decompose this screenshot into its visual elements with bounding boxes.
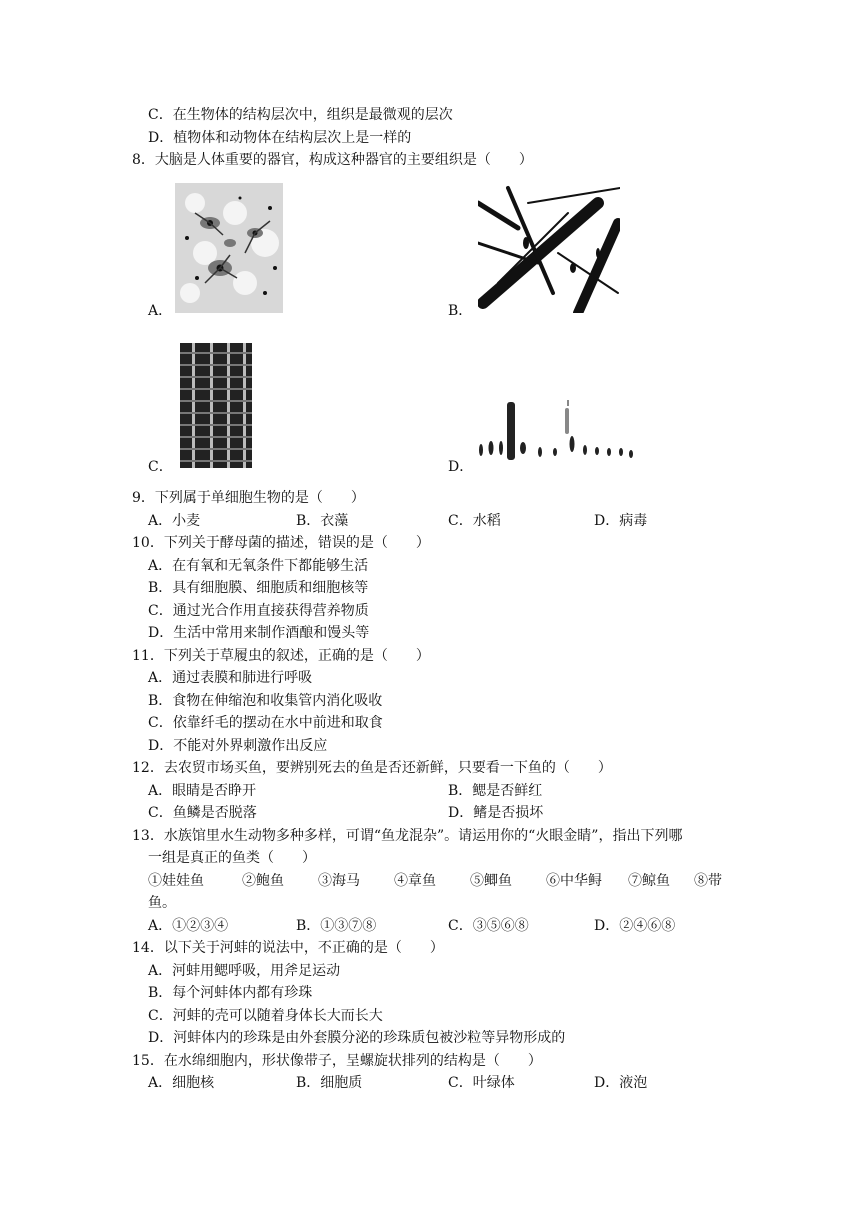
q13-item-2: ②鲍鱼 [242, 873, 284, 889]
q10-option-c[interactable]: C．通过光合作用直接获得营养物质 [148, 603, 369, 619]
q14-option-c[interactable]: C．河蚌的壳可以随着身体长大而长大 [148, 1008, 383, 1024]
q14-option-b[interactable]: B．每个河蚌体内都有珍珠 [148, 985, 313, 1001]
q13-item-3: ③海马 [318, 873, 360, 889]
q13-option-c[interactable]: C．③⑤⑥⑧ [448, 918, 529, 934]
q10-stem: 10．下列关于酵母菌的描述，错误的是（ ） [132, 535, 430, 551]
q13-item-4: ④章鱼 [394, 873, 436, 889]
q13-item-7: ⑦鲸鱼 [628, 873, 670, 889]
q10-option-d[interactable]: D．生活中常用来制作酒酿和馒头等 [148, 625, 370, 641]
q12-option-c[interactable]: C．鱼鳞是否脱落 [148, 805, 257, 821]
q15-option-b[interactable]: B．细胞质 [296, 1075, 363, 1091]
q12-option-d[interactable]: D．鳍是否损坏 [448, 805, 544, 821]
q8-option-b-label: B． [448, 303, 473, 319]
q13-item-8: ⑧带 [694, 873, 722, 889]
q9-option-d[interactable]: D．病毒 [594, 513, 648, 529]
nerve-tissue-image[interactable] [175, 183, 283, 313]
q13-option-b[interactable]: B．①③⑦⑧ [296, 918, 377, 934]
q15-option-c[interactable]: C．叶绿体 [448, 1075, 515, 1091]
q11-option-c[interactable]: C．依靠纤毛的摆动在水中前进和取食 [148, 715, 383, 731]
q7-option-c: C．在生物体的结构层次中，组织是最微观的层次 [148, 107, 453, 123]
q9-option-c[interactable]: C．水稻 [448, 513, 501, 529]
q11-option-a[interactable]: A．通过表膜和肺进行呼吸 [148, 670, 313, 686]
q14-stem: 14．以下关于河蚌的说法中，不正确的是（ ） [132, 940, 444, 956]
q11-stem: 11．下列关于草履虫的叙述，正确的是（ ） [132, 648, 430, 664]
q12-stem: 12．去农贸市场买鱼，要辨别死去的鱼是否还新鲜，只要看一下鱼的（ ） [132, 760, 612, 776]
q8-option-c-label: C． [148, 459, 173, 475]
q8-option-d-label: D． [448, 459, 474, 475]
connective-tissue-image[interactable] [478, 183, 620, 313]
q11-option-d[interactable]: D．不能对外界刺激作出反应 [148, 738, 328, 754]
epithelial-tissue-image[interactable] [475, 400, 635, 465]
q13-stem-line1: 13．水族馆里水生动物多种多样，可谓“鱼龙混杂”。请运用你的“火眼金睛”，指出下列哪 [132, 828, 683, 844]
q13-stem-line2: 一组是真正的鱼类（ ） [148, 850, 316, 866]
q13-item-6: ⑥中华鲟 [546, 873, 602, 889]
q10-option-b[interactable]: B．具有细胞膜、细胞质和细胞核等 [148, 580, 369, 596]
q15-stem: 15．在水绵细胞内，形状像带子，呈螺旋状排列的结构是（ ） [132, 1053, 542, 1069]
q14-option-a[interactable]: A．河蚌用鳃呼吸，用斧足运动 [148, 963, 341, 979]
q8-stem: 8．大脑是人体重要的器官，构成这种器官的主要组织是（ ） [132, 152, 533, 168]
q9-stem: 9．下列属于单细胞生物的是（ ） [132, 490, 365, 506]
muscle-tissue-image[interactable] [180, 343, 252, 468]
q14-option-d[interactable]: D．河蚌体内的珍珠是由外套膜分泌的珍珠质包被沙粒等异物形成的 [148, 1030, 566, 1046]
q9-option-a[interactable]: A．小麦 [148, 513, 201, 529]
q13-item-tail: 鱼。 [148, 895, 176, 911]
q13-option-a[interactable]: A．①②③④ [148, 918, 229, 934]
q12-option-a[interactable]: A．眼睛是否睁开 [148, 783, 257, 799]
q8-option-a-label: A． [148, 303, 173, 319]
q11-option-b[interactable]: B．食物在伸缩泡和收集管内消化吸收 [148, 693, 383, 709]
q13-item-5: ⑤鲫鱼 [470, 873, 512, 889]
q13-item-1: ①娃娃鱼 [148, 873, 204, 889]
q9-option-b[interactable]: B．衣藻 [296, 513, 349, 529]
q13-option-d[interactable]: D．②④⑥⑧ [594, 918, 676, 934]
q15-option-d[interactable]: D．液泡 [594, 1075, 648, 1091]
q10-option-a[interactable]: A．在有氧和无氧条件下都能够生活 [148, 558, 369, 574]
q15-option-a[interactable]: A．细胞核 [148, 1075, 215, 1091]
q7-option-d: D．植物体和动物体在结构层次上是一样的 [148, 130, 412, 146]
q12-option-b[interactable]: B．鳃是否鲜红 [448, 783, 543, 799]
